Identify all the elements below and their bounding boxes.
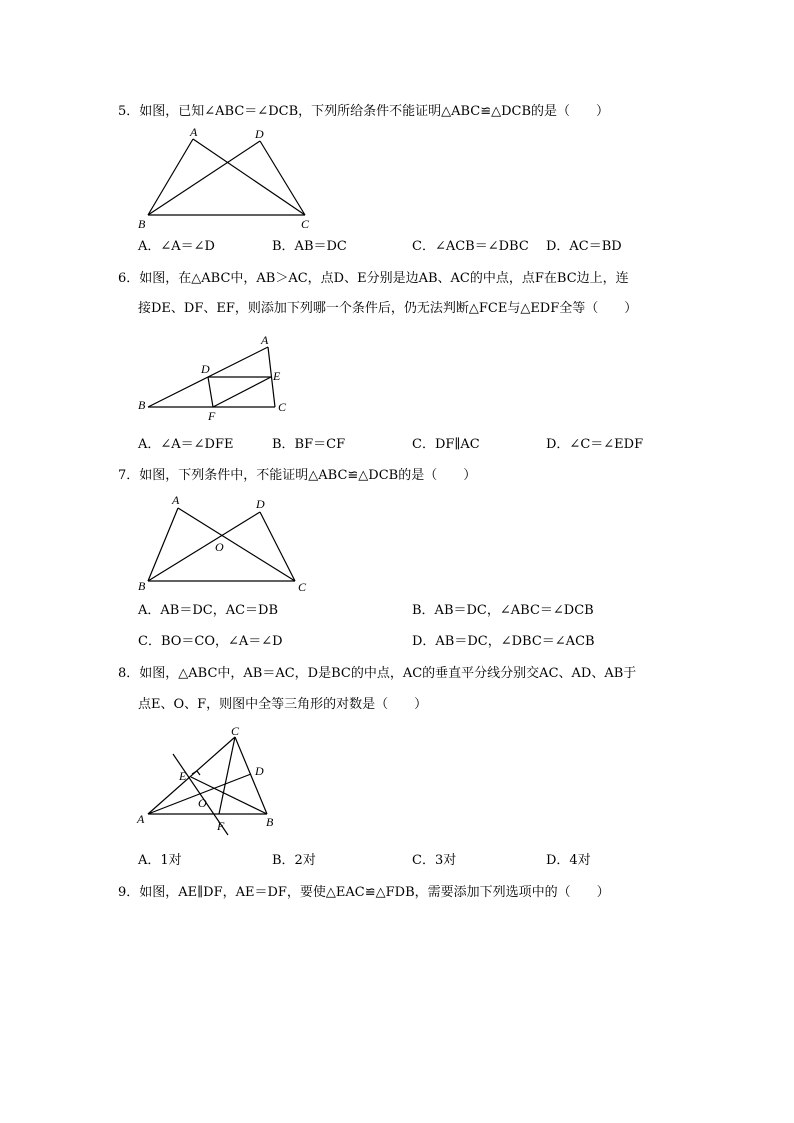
q8-label-b: B — [266, 815, 274, 829]
q6-option-b[interactable]: B．BF＝CF — [272, 437, 346, 452]
question-9-line-1 — [118, 884, 610, 902]
q8-label-e: E — [179, 769, 187, 783]
q7-label-o: O — [215, 540, 224, 554]
q8-label-c: C — [231, 724, 240, 738]
q7-label-d: D — [256, 497, 265, 511]
q6-option-d[interactable]: D．∠C＝∠EDF — [546, 437, 644, 452]
question-6-text-1: 如图，在△ABC中，AB＞AC，点D、E分别是边AB、AC的中点，点F在BC边上，连 — [139, 271, 629, 286]
q5-option-d[interactable]: D．AC＝BD — [546, 239, 622, 254]
q6-option-c[interactable]: C．DF∥AC — [412, 437, 480, 452]
q6-label-b: B — [138, 398, 146, 412]
q8-label-a: A — [137, 812, 145, 826]
question-7-text: 如图，下列条件中，不能证明△ABC≌△DCB的是（ ） — [139, 468, 477, 483]
q7-label-b: B — [138, 579, 146, 593]
question-8-line-2: 点E、O、F，则图中全等三角形的对数是（ ） — [138, 697, 428, 712]
figure-q7 — [135, 490, 325, 599]
question-5-text: 如图，已知∠ABC＝∠DCB，下列所给条件不能证明△ABC≌△DCB的是（ ） — [139, 104, 610, 119]
q8-option-a[interactable]: A．1对 — [138, 853, 182, 868]
question-6-number: 6． — [118, 271, 140, 286]
question-8-text-1: 如图，△ABC中，AB＝AC，D是BC的中点，AC的垂直平分线分别交AC、AD、AB于 — [139, 666, 637, 681]
q5-label-c: C — [301, 217, 310, 231]
q8-label-d: D — [255, 764, 264, 778]
figure-q6 — [135, 330, 305, 429]
q6-label-f: F — [208, 409, 216, 423]
q7-option-c[interactable]: C．BO＝CO，∠A＝∠D — [138, 634, 283, 649]
question-5-number: 5． — [118, 104, 140, 119]
question-6-line-2: 接DE、DF、EF，则添加下列哪一个条件后，仍无法判断△FCE与△EDF全等（ ） — [138, 301, 638, 316]
q5-label-b: B — [138, 217, 146, 231]
q5-label-d: D — [255, 127, 264, 141]
q7-label-a: A — [172, 493, 180, 507]
question-8-line-1 — [118, 665, 636, 683]
figure-q8 — [135, 722, 295, 841]
q8-option-b[interactable]: B．2对 — [272, 853, 316, 868]
q6-option-a[interactable]: A．∠A＝∠DFE — [138, 437, 234, 452]
question-8-number: 8． — [118, 666, 140, 681]
q8-label-f: F — [217, 819, 225, 833]
q5-option-a[interactable]: A．∠A＝∠D — [138, 239, 215, 254]
q7-option-d[interactable]: D．AB＝DC，∠DBC＝∠ACB — [412, 634, 595, 649]
q6-label-c: C — [278, 400, 287, 414]
q6-label-e: E — [273, 369, 281, 383]
q5-option-c[interactable]: C．∠ACB＝∠DBC — [412, 239, 529, 254]
q7-label-c: C — [298, 580, 307, 594]
question-6-line-1 — [118, 270, 629, 288]
q6-label-a: A — [261, 333, 269, 347]
question-5-line-1 — [118, 103, 609, 121]
q6-label-d: D — [201, 362, 210, 376]
q7-option-b[interactable]: B．AB＝DC，∠ABC＝∠DCB — [412, 603, 594, 618]
q5-option-b[interactable]: B．AB＝DC — [272, 239, 347, 254]
q8-label-o: O — [198, 796, 207, 810]
q8-option-c[interactable]: C．3对 — [412, 853, 457, 868]
q7-option-a[interactable]: A．AB＝DC，AC＝DB — [138, 603, 279, 618]
question-7-number: 7． — [118, 468, 140, 483]
question-9-number: 9． — [118, 885, 140, 900]
question-9-text: 如图，AE∥DF，AE＝DF，要使△EAC≌△FDB，需要添加下列选项中的（ ） — [139, 885, 610, 900]
q8-option-d[interactable]: D．4对 — [546, 853, 591, 868]
figure-q5 — [135, 124, 325, 238]
q5-label-a: A — [190, 125, 198, 139]
question-7-line-1 — [118, 467, 476, 485]
